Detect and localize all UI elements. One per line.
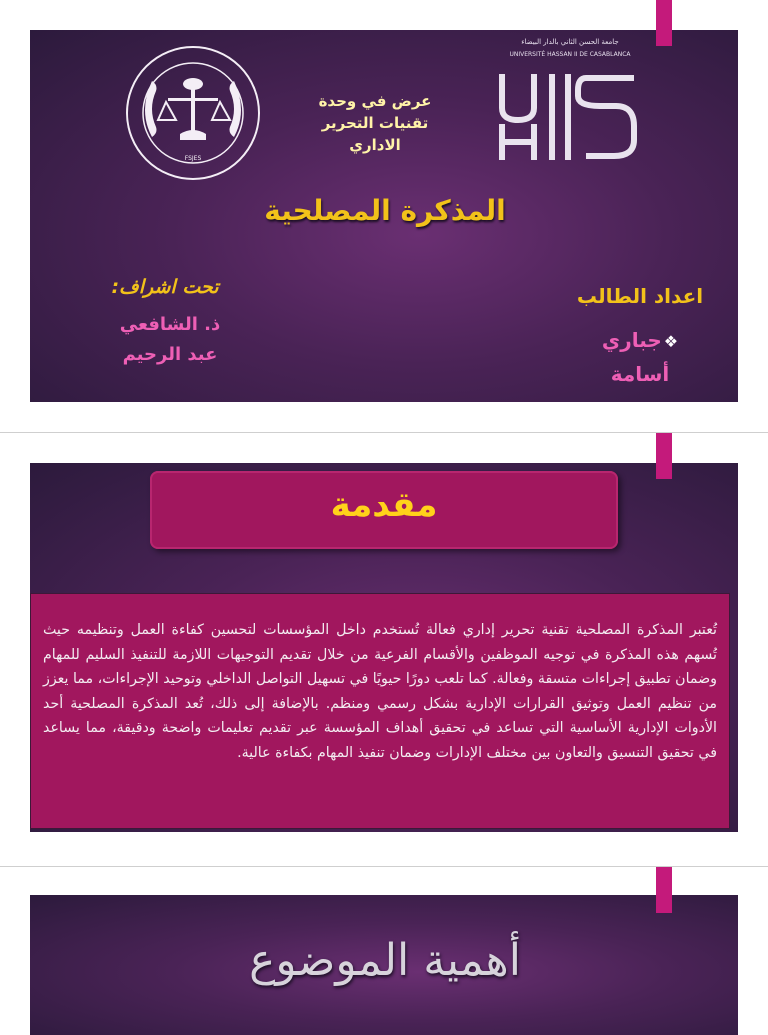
- intro-body-box: [30, 593, 730, 829]
- unit-line: عرض في وحدة: [318, 92, 432, 110]
- presentation-title: المذكرة المصلحية: [264, 194, 506, 227]
- intro-body-text: تُعتبر المذكرة المصلحية تقنية تحرير إداري فعالة تُستخدم داخل المؤسسات لتحسين كفاءة العمل وتنظيمه حيث تُسهم هذه المذكرة في توجيه الموظفين والأقسام الفرعية من خلال تقديم التوجيهات اللازمة للتنفيذ السليم للمهام وضمان تطبيق إجراءات متسقة وفعالة. كما تلعب دورًا حيويًا في تسهيل التواصل الداخلي وتوحيد الإجراءات، مما يعزز من تنظيم العمل وتوثيق القرارات الإدارية بشكل رسمي ومنظم. بالإضافة إلى ذلك، تُعد المذكرة المصلحية أحد الأدوات الإدارية الأساسية التي تساعد في تحقيق أهداف المؤسسة عبر تقديم تعليمات واضحة ودقيقة، مما يساعد في تحقيق التنسيق والتعاون بين مختلف الإدارات وضمان تنفيذ المهام بكفاءة عالية.: [43, 622, 717, 761]
- university-name-fr: UNIVERSITÉ HASSAN II DE CASABLANCA: [509, 51, 631, 58]
- svg-text:FSJES: FSJES: [184, 155, 202, 162]
- student-name: أسامة: [610, 362, 670, 386]
- student-first-name: جباري: [601, 328, 662, 352]
- unit-line: الاداري: [349, 136, 401, 154]
- slide-accent-tab: [656, 433, 672, 479]
- slide-title: [30, 30, 738, 402]
- intro-title: مقدمة: [330, 485, 438, 525]
- slide-separator: [0, 432, 768, 433]
- slide-accent-tab: [656, 867, 672, 913]
- university-name-ar: جامعة الحسن الثاني بالدار البيضاء: [521, 38, 619, 46]
- unit-line: تقنيات التحرير: [321, 114, 429, 132]
- slide-accent-tab: [656, 0, 672, 46]
- prepared-by-label: اعداد الطالب: [576, 284, 704, 308]
- importance-title: أهمية الموضوع: [249, 935, 521, 986]
- unit-heading: [300, 90, 450, 156]
- university-logo: [490, 38, 650, 166]
- uh2c-icon: [494, 68, 644, 164]
- slide-importance: [30, 895, 738, 1035]
- diamond-bullet-icon: ❖: [663, 332, 679, 351]
- slide-separator: [0, 866, 768, 867]
- supervision-label: تحت اشراف:: [111, 276, 219, 298]
- student-name: [570, 328, 710, 352]
- supervisor-name: عبد الرحيم: [122, 344, 218, 365]
- intro-title-box: [150, 471, 618, 549]
- slide-introduction: [30, 463, 738, 832]
- supervisor-name: ذ. الشافعي: [119, 314, 221, 335]
- faculty-seal-logo: [122, 42, 264, 184]
